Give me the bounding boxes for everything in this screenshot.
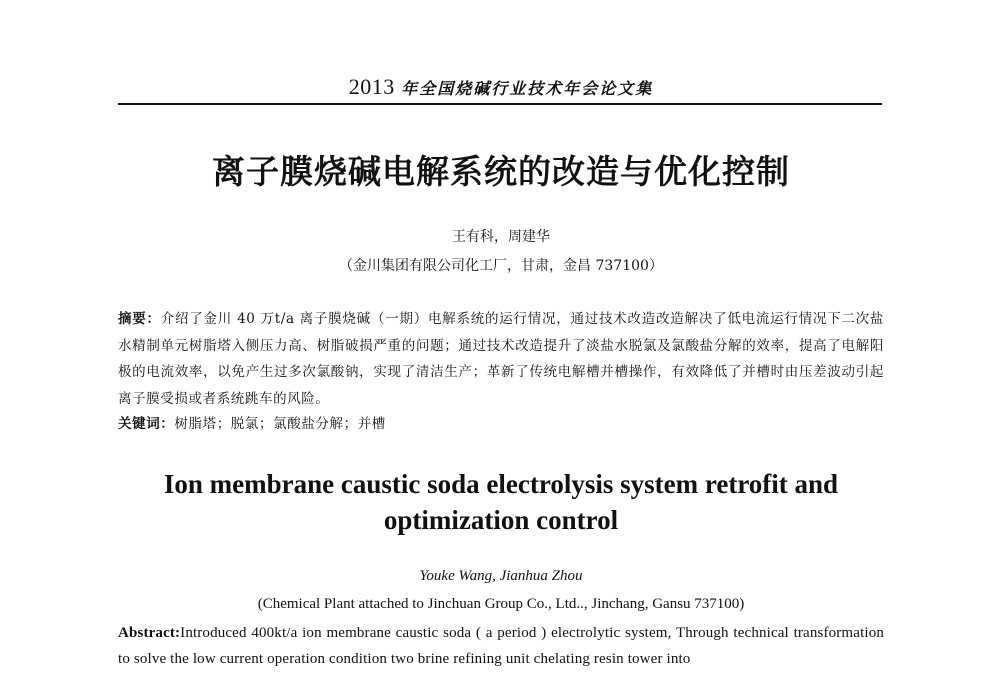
keywords-cn (118, 412, 884, 436)
keywords-cn-text: 树脂塔；脱氯；氯酸盐分解；并槽 (174, 416, 386, 432)
abstract-en-label: Abstract: (118, 625, 181, 641)
abstract-en (118, 620, 884, 672)
header-year: 2013 (348, 74, 395, 99)
abstract-cn (118, 306, 884, 412)
header-conference-name: 年全国烧碱行业技术年会论文集 (401, 79, 654, 98)
paper-title-cn: 离子膜烧碱电解系统的改造与优化控制 (212, 152, 790, 191)
abstract-cn-text: 介绍了金川 40 万t/a 离子膜烧碱（一期）电解系统的运行情况，通过技术改造改造解决了低电流运行情况下二次盐水精制单元树脂塔入侧压力高、树脂破损严重的问题；通过技术改造提升了淡盐水脱氯及氯酸盐分解的效率，提高了电解阳极的电流效率，以免产生过多次氯酸钠，实现了清洁生产；革新了传统电解槽并槽操作，有效降低了并槽时由压差波动引起离子膜受损或者系统跳车的风险。 (118, 311, 884, 407)
header-rule (118, 103, 882, 105)
keywords-cn-label: 关键词： (118, 416, 175, 432)
abstract-en-text: Introduced 400kt/a ion membrane caustic soda ( a period ) electrolytic system, Through technical transformation to solve the low current operation condition two brine refining unit chelating resin tower into (118, 625, 884, 667)
affiliation-cn: （金川集团有限公司化工厂，甘肃，金昌 737100） (339, 258, 663, 274)
authors-cn: 王有科，周建华 (452, 229, 550, 245)
affiliation-en: (Chemical Plant attached to Jinchuan Group Co., Ltd.., Jinchang, Gansu 737100) (257, 596, 745, 612)
authors-en: Youke Wang, Jianhua Zhou (419, 568, 583, 584)
paper-title-en: Ion membrane caustic soda electrolysis system retrofit and optimization control (163, 469, 839, 535)
running-header (118, 72, 884, 102)
abstract-cn-label: 摘要： (118, 311, 161, 327)
